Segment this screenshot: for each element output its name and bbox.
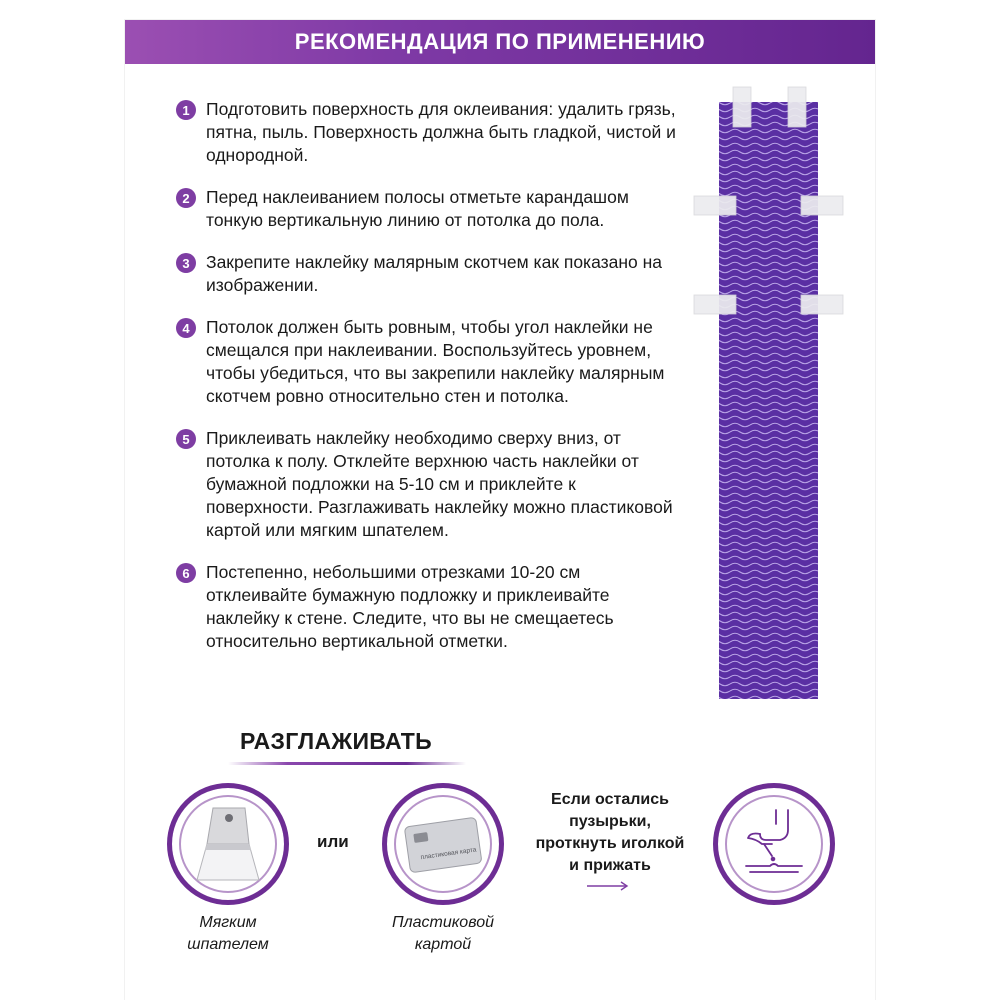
caption-line: шпателем	[187, 936, 269, 953]
spatula-icon	[186, 802, 270, 886]
smoothing-title: РАЗГЛАЖИВАТЬ	[240, 728, 432, 754]
masking-tape	[694, 295, 736, 314]
needle-hand-icon	[732, 802, 816, 886]
or-label: или	[317, 832, 349, 851]
caption-line: картой	[414, 936, 472, 953]
note-line: пузырьки,	[569, 813, 651, 830]
step-item	[176, 186, 676, 232]
bubble-note	[515, 789, 705, 877]
masking-tape	[801, 196, 843, 215]
sticker-strip-illustration	[690, 85, 850, 705]
step-item	[176, 98, 676, 167]
arrow-right-icon	[586, 880, 630, 892]
note-line: проткнуть иголкой	[535, 835, 685, 852]
step-number-badge: 3	[176, 253, 196, 273]
needle-badge	[713, 783, 835, 905]
masking-tape	[694, 196, 736, 215]
step-item	[176, 251, 676, 297]
masking-tape	[788, 87, 806, 127]
step-number-badge: 6	[176, 563, 196, 583]
masking-tape	[733, 87, 751, 127]
step-text: Закрепите наклейку малярным скотчем как показано на изображении.	[206, 252, 663, 295]
step-item	[176, 561, 676, 653]
card-badge	[382, 783, 504, 905]
spatula-badge	[167, 783, 289, 905]
sticker-strip	[719, 102, 818, 699]
note-line: и прижать	[569, 857, 651, 874]
step-text: Постепенно, небольшими отрезками 10-20 см отклеивайте бумажную подложку и приклеивайте наклейку к стене. Следите, что вы не смещаетесь относительно вертикальной отметки.	[206, 562, 614, 651]
caption-line: Мягким	[199, 914, 257, 931]
step-text: Приклеивать наклейку необходимо сверху вниз, от потолка к полу. Отклейте верхнюю часть наклейки от бумажной подложки на 5-10 см и приклейте к поверхности. Разглаживать наклейку можно пластиковой картой или мягким шпателем.	[206, 428, 673, 540]
instruction-steps	[176, 98, 676, 653]
title-underline	[228, 762, 466, 765]
page-title: РЕКОМЕНДАЦИЯ ПО ПРИМЕНЕНИЮ	[294, 29, 706, 54]
step-text: Потолок должен быть ровным, чтобы угол наклейки не смещался при наклеивании. Воспользуйтесь уровнем, чтобы убедиться, что вы закрепили наклейку малярным скотчем ровно относительно стен и потолка.	[206, 317, 665, 406]
note-line: Если остались	[551, 791, 669, 808]
step-item	[176, 316, 676, 408]
step-number-badge: 1	[176, 100, 196, 120]
card-caption	[380, 912, 506, 956]
plastic-card-icon	[401, 802, 485, 886]
card-label: пластиковая карта	[420, 846, 477, 862]
spatula-caption	[166, 912, 290, 956]
header-banner	[125, 20, 875, 64]
caption-line: Пластиковой	[392, 914, 494, 931]
step-item	[176, 427, 676, 542]
step-number-badge: 5	[176, 429, 196, 449]
masking-tape	[801, 295, 843, 314]
step-text: Подготовить поверхность для оклеивания: удалить грязь, пятна, пыль. Поверхность должна быть гладкой, чистой и однородной.	[206, 99, 676, 165]
step-number-badge: 2	[176, 188, 196, 208]
step-number-badge: 4	[176, 318, 196, 338]
step-text: Перед наклеиванием полосы отметьте карандашом тонкую вертикальную линию от потолка до пола.	[206, 187, 629, 230]
